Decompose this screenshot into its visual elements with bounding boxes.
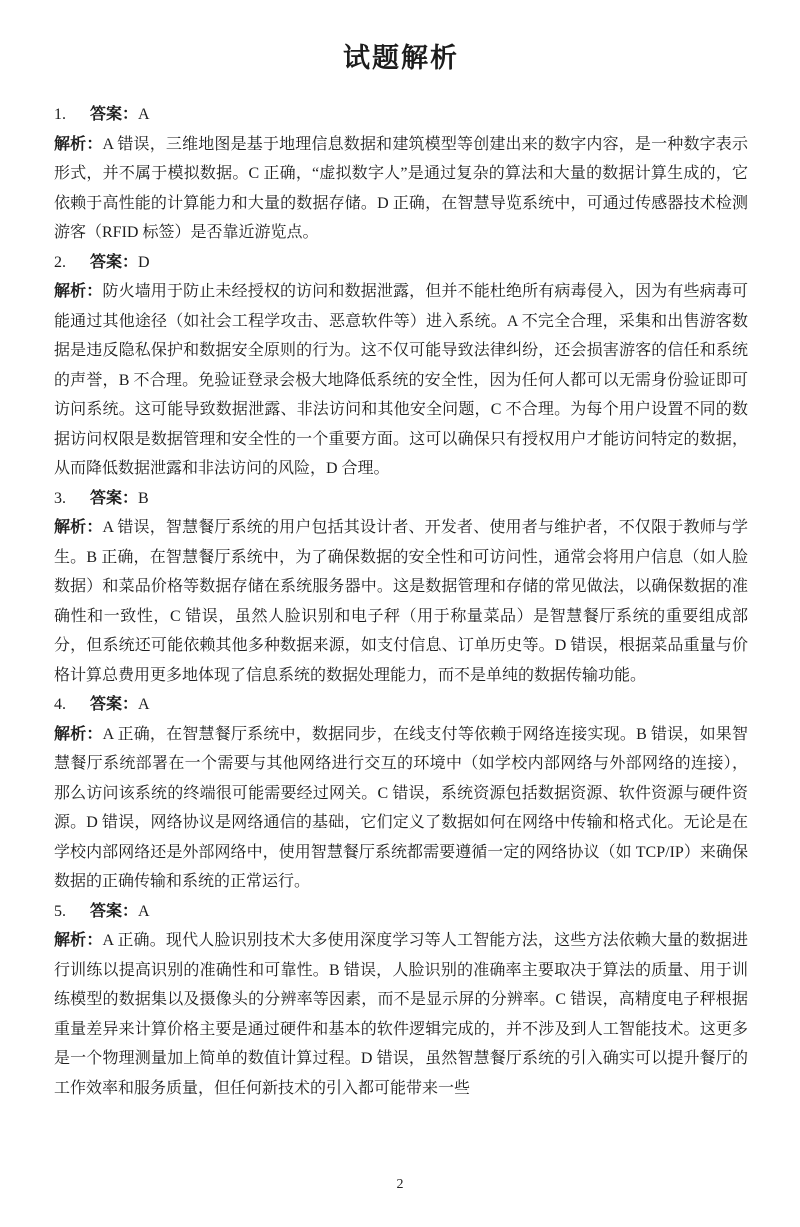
page-title: 试题解析: [343, 43, 459, 73]
answer-item-1: [54, 100, 748, 248]
item-header: [54, 248, 748, 278]
analysis-text: A 错误，三维地图是基于地理信息数据和建筑模型等创建出来的数字内容，是一种数字表示形式，并不属于模拟数据。C 正确，“虚拟数字人”是通过复杂的算法和大量的数据计算生成的，它依赖于高性能的计算能力和大量的数据存储。D 正确，在智慧导览系统中，可通过传感器技术检测游客（RFID 标签）是否靠近游览点。: [54, 135, 748, 241]
document-content: [54, 0, 748, 1103]
analysis-label: 解析：: [54, 283, 103, 300]
answer-item-2: [54, 248, 748, 484]
item-number: 5.: [54, 902, 66, 920]
answer-value: A: [138, 106, 150, 123]
answer-value: A: [138, 902, 150, 920]
answer-label: 答案：: [90, 253, 139, 271]
item-number: 2.: [54, 253, 66, 271]
analysis-text: A 错误，智慧餐厅系统的用户包括其设计者、开发者、使用者与维护者，不仅限于教师与学生。B 正确，在智慧餐厅系统中，为了确保数据的安全性和可访问性，通常会将用户信息（如人脸数据）和菜品价格等数据存储在系统服务器中。这是数据管理和存储的常见做法，以确保数据的准确性和一致性，C 错误，虽然人脸识别和电子秤（用于称量菜品）是智慧餐厅系统的重要组成部分，但系统还可能依赖其他多种数据来源，如支付信息、订单历史等。D 错误，根据菜品重量与价格计算总费用更多地体现了信息系统的数据处理能力，而不是单纯的数据传输功能。: [54, 519, 748, 684]
item-header: [54, 897, 748, 927]
answer-item-3: [54, 484, 748, 691]
answer-item-4: [54, 690, 748, 897]
analysis-paragraph: [54, 277, 748, 484]
answer-label: 答案：: [90, 106, 139, 123]
analysis-text: A 正确。现代人脸识别技术大多使用深度学习等人工智能方法，这些方法依赖大量的数据进行训练以提高识别的准确性和可靠性。B 错误，人脸识别的准确率主要取决于算法的质量、用于训练模型的数据集以及摄像头的分辨率等因素，而不是显示屏的分辨率。C 错误，高精度电子秤根据重量差异来计算价格主要是通过硬件和基本的软件逻辑完成的，并不涉及到人工智能技术。这更多是一个物理测量加上简单的数值计算过程。D 错误，虽然智慧餐厅系统的引入确实可以提升餐厅的工作效率和服务质量，但任何新技术的引入都可能带来一些: [54, 932, 748, 1097]
item-number: 3.: [54, 489, 66, 507]
answer-label: 答案：: [90, 489, 139, 507]
analysis-text: A 正确，在智慧餐厅系统中，数据同步，在线支付等依赖于网络连接实现。B 错误，如果智慧餐厅系统部署在一个需要与其他网络进行交互的环境中（如学校内部网络与外部网络的连接），那么访问该系统的终端很可能需要经过网关。C 错误，系统资源包括数据资源、软件资源与硬件资源。D 错误，网络协议是网络通信的基础，它们定义了数据如何在网络中传输和格式化。无论是在学校内部网络还是外部网络中，使用智慧餐厅系统都需要遵循一定的网络协议（如 TCP/IP）来确保数据的正确传输和系统的正常运行。: [54, 725, 748, 890]
analysis-paragraph: [54, 720, 748, 897]
answer-label: 答案：: [90, 902, 139, 920]
answer-value: D: [138, 253, 150, 271]
item-header: [54, 690, 748, 720]
analysis-paragraph: [54, 130, 748, 248]
analysis-text: 防火墙用于防止未经授权的访问和数据泄露，但并不能杜绝所有病毒侵入，因为有些病毒可能通过其他途径（如社会工程学攻击、恶意软件等）进入系统。A 不完全合理，采集和出售游客数据是违反隐私保护和数据安全原则的行为。这不仅可能导致法律纠纷，还会损害游客的信任和系统的声誉，B 不合理。免验证登录会极大地降低系统的安全性，因为任何人都可以无需身份验证即可访问系统。这可能导致数据泄露、非法访问和其他安全问题，C 不合理。为每个用户设置不同的数据访问权限是数据管理和安全性的一个重要方面。这可以确保只有授权用户才能访问特定的数据，从而降低数据泄露和非法访问的风险，D 合理。: [54, 283, 748, 477]
item-number: 4.: [54, 696, 66, 713]
item-header: [54, 100, 748, 130]
item-number: 1.: [54, 106, 66, 123]
analysis-label: 解析：: [54, 725, 103, 743]
answer-value: A: [138, 696, 150, 713]
item-header: [54, 484, 748, 514]
answer-label: 答案：: [90, 696, 139, 713]
page-number: 2: [396, 1177, 404, 1192]
analysis-label: 解析：: [54, 519, 103, 536]
answer-value: B: [138, 489, 149, 507]
analysis-paragraph: [54, 513, 748, 690]
answer-item-5: [54, 897, 748, 1104]
analysis-paragraph: [54, 926, 748, 1103]
analysis-label: 解析：: [54, 932, 103, 949]
analysis-label: 解析：: [54, 135, 103, 153]
